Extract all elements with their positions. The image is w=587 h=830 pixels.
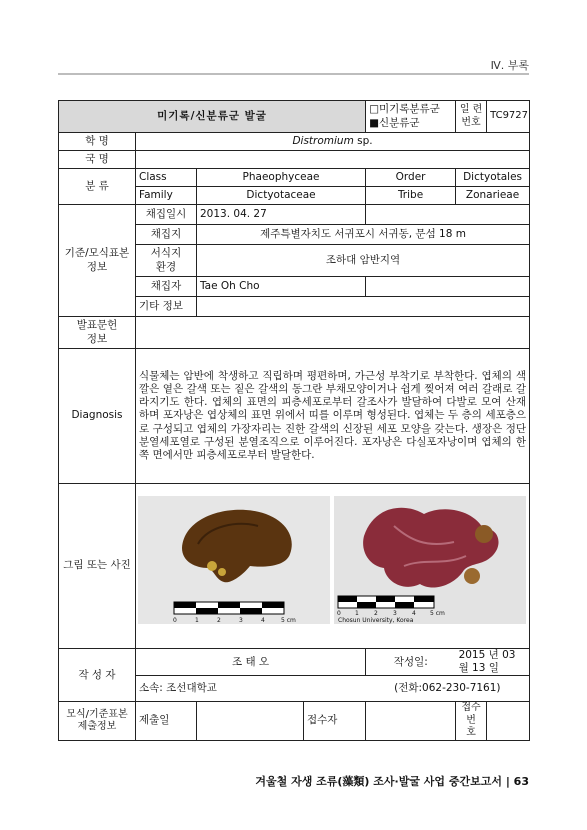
scientific-name-label: 학 명 <box>59 133 136 151</box>
receipt-number-label: 접수번 호 <box>456 702 487 741</box>
page-footer: 겨울철 자생 조류(藻類) 조사·발굴 사업 중간보고서 | 63 <box>255 775 529 788</box>
scale-label-0: 0 <box>173 617 177 624</box>
receiver-value <box>366 702 456 741</box>
order-value: Dictyotales <box>456 169 530 187</box>
tribe-label: Tribe <box>366 187 456 205</box>
scale-label-right-1: 1 <box>355 610 359 617</box>
order-label: Order <box>366 169 456 187</box>
collector-extra <box>366 277 530 297</box>
date-label: 작성일: <box>366 649 456 676</box>
collection-site-label: 채집지 <box>136 225 197 245</box>
tribe-value: Zonarieae <box>456 187 530 205</box>
scale-label-5: 5 cm <box>281 617 296 624</box>
photo-label: 그림 또는 사진 <box>59 484 136 649</box>
specimen-photo-left <box>138 496 330 624</box>
collector-value: Tae Oh Cho <box>197 277 366 297</box>
section-header: Ⅳ. 부록 <box>490 59 529 72</box>
scale-label-right-0: 0 <box>337 610 341 617</box>
submit-date-label: 제출일 <box>136 702 197 741</box>
specimen-photo-right <box>334 496 526 624</box>
scale-label-3: 3 <box>239 617 243 624</box>
checkbox-unrecorded[interactable]: □미기록분류군 <box>369 103 440 116</box>
family-label: Family <box>136 187 197 205</box>
other-info-label: 기타 정보 <box>136 297 197 317</box>
species-suffix: sp. <box>353 134 373 147</box>
receipt-number-value <box>487 702 530 741</box>
publication-label: 발표문헌 정보 <box>59 317 136 349</box>
korean-name-label: 국 명 <box>59 151 136 169</box>
taxonomy-label: 분 류 <box>59 169 136 205</box>
scale-label-right-5: 5 cm <box>430 610 445 617</box>
affiliation: 소속: 조선대학교 <box>136 676 366 702</box>
form-title: 미기록/신분류군 발굴 <box>59 101 366 133</box>
collection-date-label: 채집일시 <box>136 205 197 225</box>
submission-info-label: 모식/기준표본 제출정보 <box>59 702 136 741</box>
korean-name-value <box>136 151 530 169</box>
serial-value: TC9727 <box>487 101 530 133</box>
photo-area <box>136 484 529 648</box>
other-info-value <box>197 297 530 317</box>
scale-label-right-2: 2 <box>374 610 378 617</box>
scale-label-right-3: 3 <box>393 610 397 617</box>
scale-label-2: 2 <box>217 617 221 624</box>
photo-caption-right: Chosun University, Korea <box>338 617 414 624</box>
collector-label: 채집자 <box>136 277 197 297</box>
family-value: Dictyotaceae <box>197 187 366 205</box>
collection-date-value: 2013. 04. 27 <box>197 205 366 225</box>
collection-site-value: 제주특별자치도 서귀포시 서귀동, 문섬 18 m <box>197 225 530 245</box>
genus-name: Distromium <box>292 134 354 147</box>
author-label: 작 성 자 <box>59 649 136 702</box>
header-divider <box>58 73 529 75</box>
photo-cell <box>136 484 530 649</box>
class-value: Phaeophyceae <box>197 169 366 187</box>
discovery-form-table <box>58 100 530 741</box>
date-value: 2015 년 03 월 13 일 <box>456 649 530 676</box>
taxon-type-checkboxes <box>366 101 456 133</box>
scale-label-4: 4 <box>261 617 265 624</box>
scale-label-1: 1 <box>195 617 199 624</box>
receiver-label: 접수자 <box>304 702 366 741</box>
scale-label-right-4: 4 <box>412 610 416 617</box>
author-name: 조 태 오 <box>136 649 366 676</box>
class-label: Class <box>136 169 197 187</box>
diagnosis-label: Diagnosis <box>59 349 136 484</box>
diagnosis-text: 식물체는 암반에 착생하고 직립하며 평편하며, 가근성 부착기로 부착한다. 엽체의 색깔은 옅은 갈색 또는 짙은 갈색의 동그란 부채모양이거나 쉽게 찢어져 여러 갈래로 갈라지기도 한다. 엽체의 표면의 피층세포로부터 갈조사가 발달하여 다발로 모여 산재하며 포자낭은 엽상체의 표면 위에서 띠를 이루며 형성된다. 엽체는 두 층의 세포층으로 구성되고 엽체의 가장자리는 진한 갈색의 신장된 세포 모양을 갖는다. 생장은 정단분열세포열로 구성된 분열조직으로 이루어진다. 포자낭은 다실포자낭이며 엽체의 한쪽 면에서만 피층세포로부터 발달한다. <box>136 349 530 484</box>
submit-date-value <box>197 702 304 741</box>
serial-label: 일 련 번호 <box>456 101 487 133</box>
collection-date-extra <box>366 205 530 225</box>
scientific-name-value <box>136 133 530 151</box>
specimen-info-label: 기준/모식표본 정보 <box>59 205 136 317</box>
habitat-label: 서식지 환경 <box>136 245 197 277</box>
publication-value <box>136 317 530 349</box>
phone: (전화:062-230-7161) <box>366 676 530 702</box>
checkbox-new-taxon[interactable]: ■신분류군 <box>369 116 420 129</box>
habitat-value: 조하대 암반지역 <box>197 245 530 277</box>
